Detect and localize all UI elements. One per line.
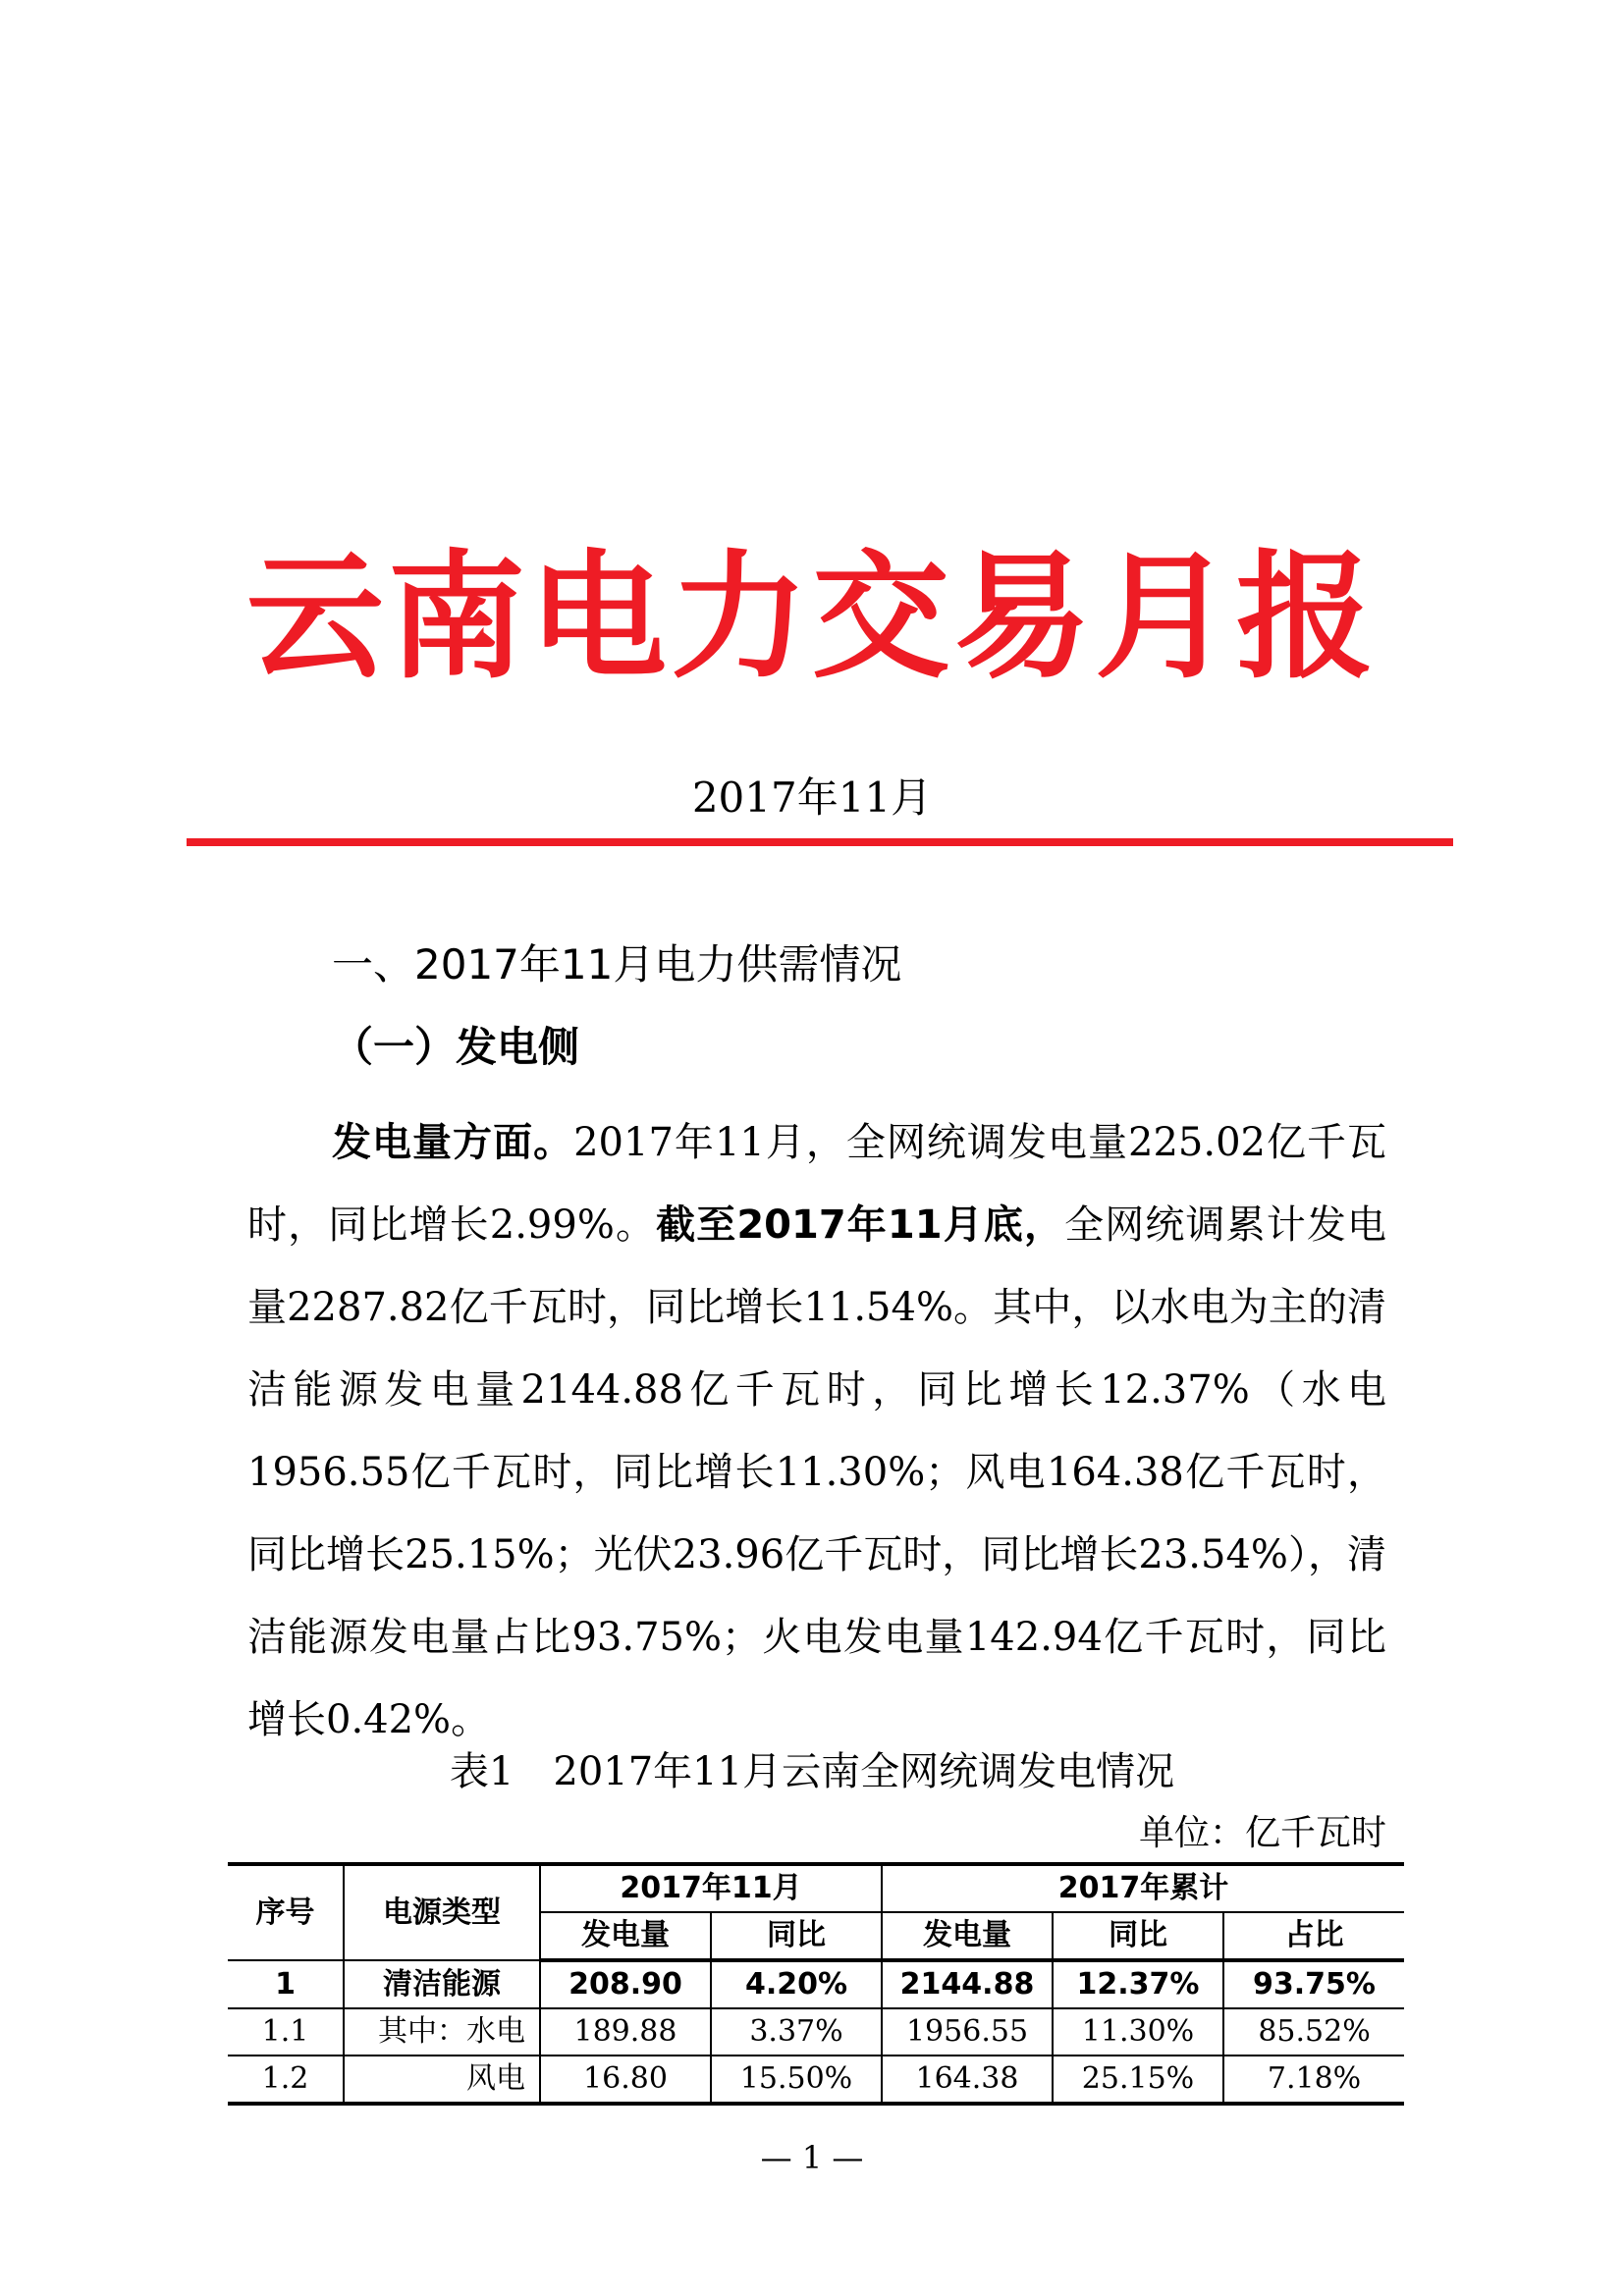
header-group-cumulative: 2017年累计 bbox=[882, 1864, 1404, 1912]
cell-gen-month: 189.88 bbox=[540, 2008, 711, 2056]
red-divider-line bbox=[187, 838, 1453, 846]
header-share: 占比 bbox=[1223, 1912, 1404, 1960]
table-row bbox=[228, 2008, 1404, 2056]
page-number: — 1 — bbox=[760, 2139, 864, 2176]
cell-yoy-month: 15.50% bbox=[711, 2056, 882, 2104]
header-seq: 序号 bbox=[228, 1864, 344, 1960]
subsection-heading: （一）发电侧 bbox=[332, 1023, 580, 1071]
cell-type: 风电 bbox=[344, 2056, 540, 2104]
cell-yoy-month: 4.20% bbox=[711, 1960, 882, 2008]
cell-share: 7.18% bbox=[1223, 2056, 1404, 2104]
report-issue-date: 2017年11月 bbox=[691, 774, 933, 822]
cell-share: 85.52% bbox=[1223, 2008, 1404, 2056]
generation-paragraph bbox=[247, 1101, 1386, 1761]
table-unit: 单位：亿千瓦时 bbox=[1138, 1813, 1386, 1853]
cell-type: 其中：水电 bbox=[344, 2008, 540, 2056]
table-row bbox=[228, 1960, 1404, 2008]
cell-type: 清洁能源 bbox=[344, 1960, 540, 2008]
section-heading: 一、2017年11月电力供需情况 bbox=[332, 940, 902, 988]
table-caption: 表1 2017年11月云南全网统调发电情况 bbox=[449, 1749, 1175, 1794]
cell-yoy-cum: 11.30% bbox=[1053, 2008, 1223, 2056]
header-yoy-month: 同比 bbox=[711, 1912, 882, 1960]
cell-seq: 1.2 bbox=[228, 2056, 344, 2104]
paragraph-text-2: 全网统调累计发电量2287.82亿千瓦时，同比增长11.54%。其中，以水电为主的清洁能源发电量2144.88亿千瓦时，同比增长12.37%（水电1956.55亿千瓦时，同比增长11.30%；风电164.38亿千瓦时，同比增长25.15%；光伏23.96亿千瓦时，同比增长23.54%），清洁能源发电量占比93.75%；火电发电量142.94亿千瓦时，同比增长0.42%。 bbox=[247, 1202, 1386, 1742]
header-yoy-cum: 同比 bbox=[1053, 1912, 1223, 1960]
cell-seq: 1.1 bbox=[228, 2008, 344, 2056]
cell-seq: 1 bbox=[228, 1960, 344, 2008]
paragraph-bold-2: 截至2017年11月底， bbox=[656, 1202, 1065, 1248]
cell-share: 93.75% bbox=[1223, 1960, 1404, 2008]
paragraph-lead: 发电量方面。 bbox=[332, 1120, 574, 1165]
paragraph-text-1: 2017年11月，全网统调发电量225.02亿千瓦时，同比增长2.99%。 bbox=[247, 1120, 1387, 1248]
cell-yoy-month: 3.37% bbox=[711, 2008, 882, 2056]
header-type: 电源类型 bbox=[344, 1864, 540, 1960]
header-group-month: 2017年11月 bbox=[540, 1864, 882, 1912]
cell-yoy-cum: 12.37% bbox=[1053, 1960, 1223, 2008]
generation-table bbox=[228, 1862, 1404, 2106]
cell-yoy-cum: 25.15% bbox=[1053, 2056, 1223, 2104]
cell-gen-cum: 1956.55 bbox=[882, 2008, 1053, 2056]
table-row bbox=[228, 2056, 1404, 2104]
report-masthead-title: 云南电力交易月报 bbox=[245, 538, 1378, 698]
cell-gen-cum: 2144.88 bbox=[882, 1960, 1053, 2008]
cell-gen-month: 16.80 bbox=[540, 2056, 711, 2104]
cell-gen-month: 208.90 bbox=[540, 1960, 711, 2008]
header-gen-month: 发电量 bbox=[540, 1912, 711, 1960]
cell-gen-cum: 164.38 bbox=[882, 2056, 1053, 2104]
header-gen-cum: 发电量 bbox=[882, 1912, 1053, 1960]
